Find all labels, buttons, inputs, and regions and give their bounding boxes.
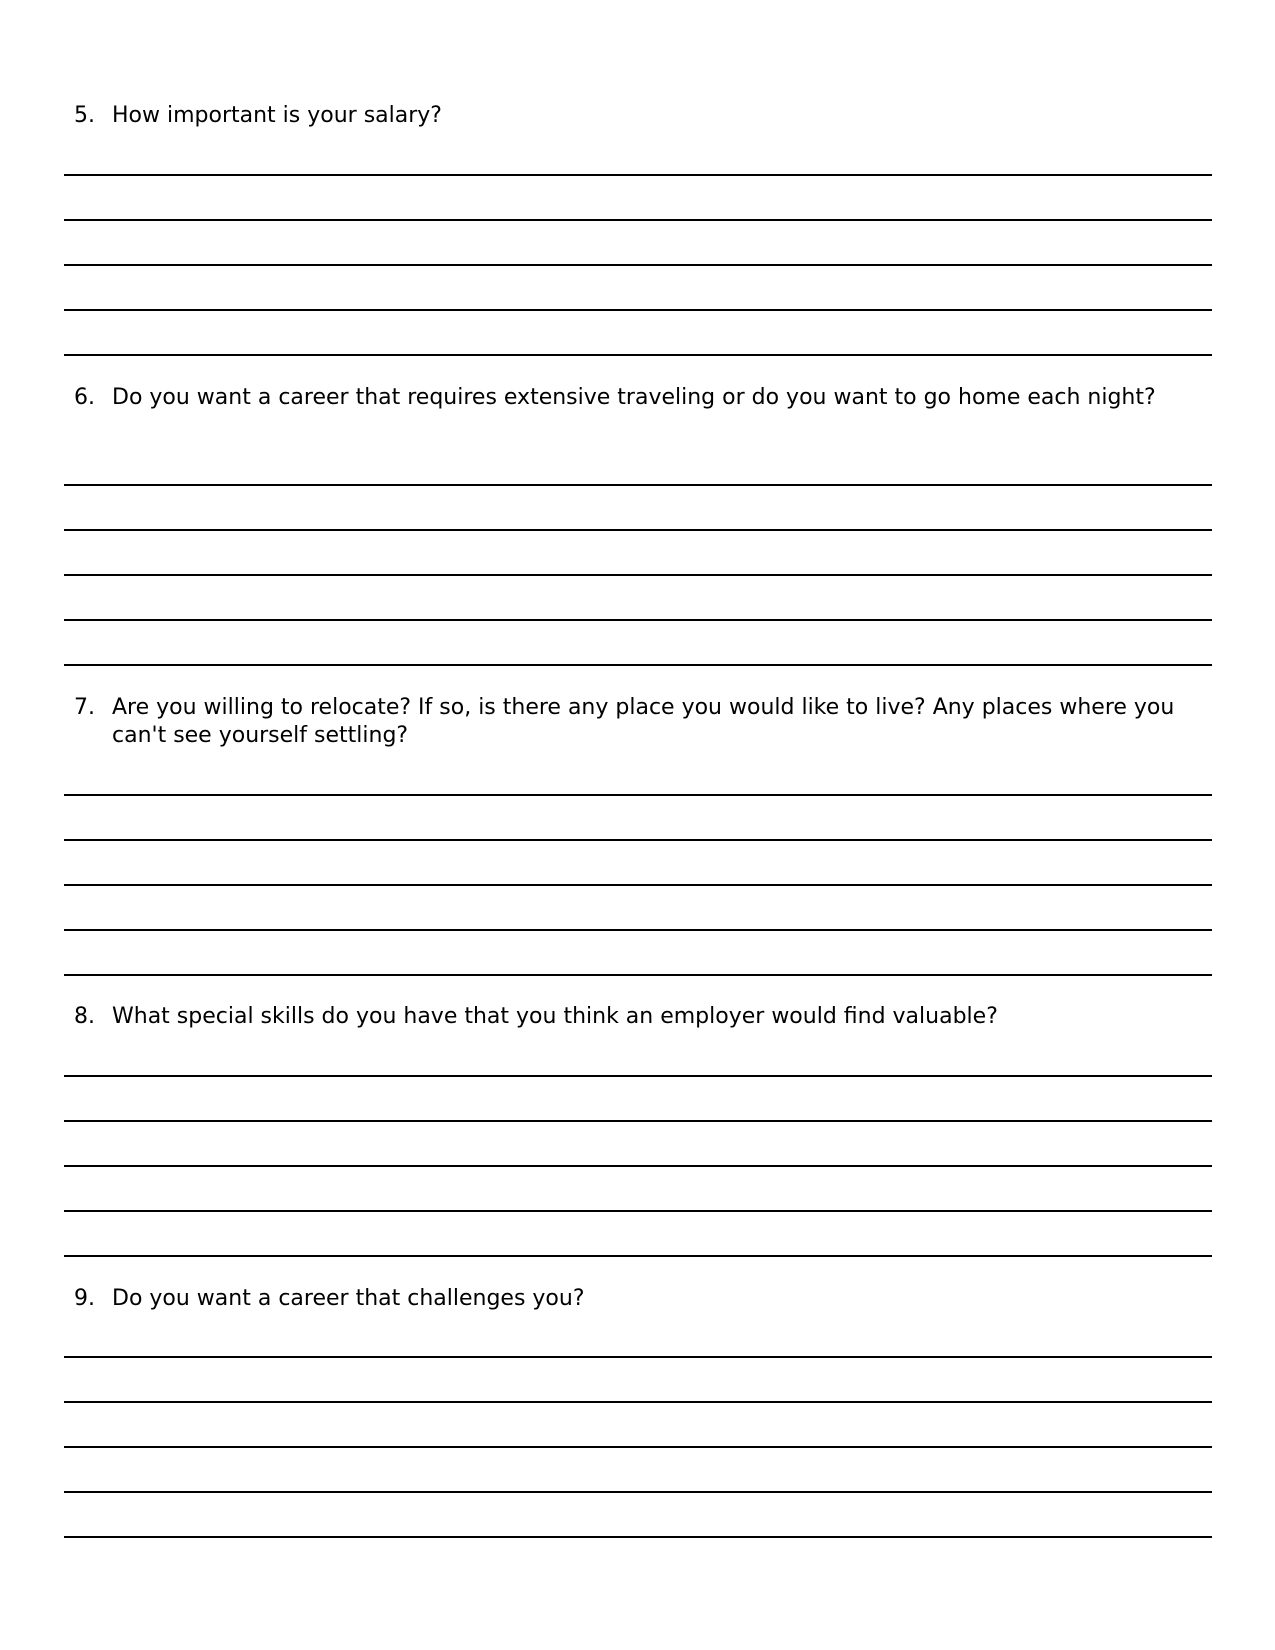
answer-line[interactable]: [64, 619, 1212, 621]
answer-line[interactable]: [64, 794, 1212, 796]
question-7: [74, 694, 1214, 750]
question-number: 7.: [74, 695, 95, 720]
answer-line[interactable]: [64, 174, 1212, 176]
answer-line[interactable]: [64, 1356, 1212, 1358]
question-text: What special skills do you have that you think an employer would find valuable?: [112, 1004, 998, 1029]
answer-line[interactable]: [64, 974, 1212, 976]
answer-line[interactable]: [64, 354, 1212, 356]
question-number: 5.: [74, 103, 95, 128]
answer-line[interactable]: [64, 1536, 1212, 1538]
answer-line[interactable]: [64, 664, 1212, 666]
answer-line[interactable]: [64, 884, 1212, 886]
answer-line[interactable]: [64, 1446, 1212, 1448]
answer-line[interactable]: [64, 264, 1212, 266]
answer-line[interactable]: [64, 309, 1212, 311]
answer-line[interactable]: [64, 1165, 1212, 1167]
answer-line[interactable]: [64, 1491, 1212, 1493]
answer-line[interactable]: [64, 1255, 1212, 1257]
question-9: [74, 1285, 1214, 1313]
answer-line[interactable]: [64, 574, 1212, 576]
answer-line[interactable]: [64, 484, 1212, 486]
question-text: How important is your salary?: [112, 103, 442, 128]
question-text: Do you want a career that requires extensive traveling or do you want to go home each night?: [112, 385, 1156, 410]
answer-line[interactable]: [64, 1120, 1212, 1122]
question-5: [74, 102, 1214, 130]
question-number: 6.: [74, 385, 95, 410]
question-text: Do you want a career that challenges you?: [112, 1286, 585, 1311]
question-number: 9.: [74, 1286, 95, 1311]
question-6: [74, 384, 1214, 412]
question-number: 8.: [74, 1004, 95, 1029]
answer-line[interactable]: [64, 1075, 1212, 1077]
question-8: [74, 1003, 1214, 1031]
answer-line[interactable]: [64, 219, 1212, 221]
answer-line[interactable]: [64, 839, 1212, 841]
answer-line[interactable]: [64, 929, 1212, 931]
answer-line[interactable]: [64, 1401, 1212, 1403]
question-text: Are you willing to relocate? If so, is there any place you would like to live? Any places where you can't see yourself settling?: [112, 695, 1175, 748]
answer-line[interactable]: [64, 529, 1212, 531]
answer-line[interactable]: [64, 1210, 1212, 1212]
